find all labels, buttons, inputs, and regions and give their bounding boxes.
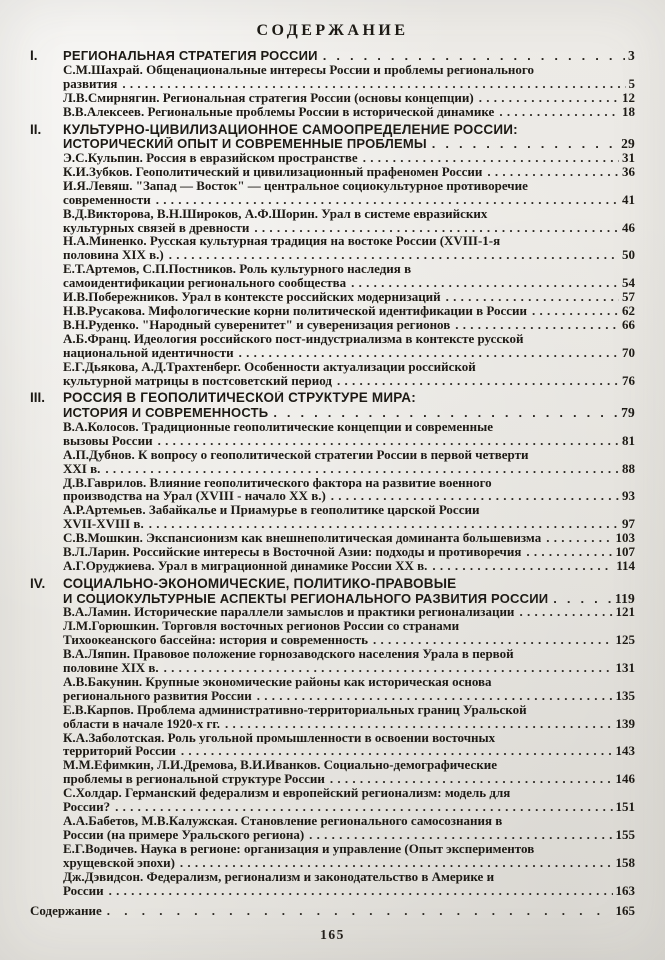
- toc-entry: [63, 545, 635, 559]
- entry-last-line: [63, 545, 635, 559]
- dot-leader: [180, 856, 613, 870]
- dot-leader: [373, 633, 612, 647]
- entry-text: хрущевской эпохи): [63, 854, 175, 870]
- dot-leader: [309, 828, 612, 842]
- dot-leader: [351, 276, 619, 290]
- toc-entry: [63, 332, 635, 360]
- dot-leader: [432, 137, 618, 151]
- entry-text-line: А.П.Дубнов. К вопросу о геополитической стратегии России в первой четверти: [63, 447, 529, 462]
- entry-page-number: 139: [615, 715, 635, 731]
- section-body: [63, 123, 635, 388]
- dot-leader: [122, 77, 625, 91]
- section-page-number: 3: [628, 49, 635, 63]
- entry-text-line: Е.Г.Дьякова, А.Д.Трахтенберг. Особенности актуализации российской: [63, 359, 476, 374]
- dot-leader: [479, 91, 619, 105]
- entry-text: области в начале 1920-х гг.: [63, 715, 221, 731]
- section-body: [63, 577, 635, 898]
- toc-entry: [63, 503, 635, 531]
- dot-leader: [499, 105, 619, 119]
- dot-leader: [519, 605, 612, 619]
- entry-page-number: 88: [622, 460, 635, 476]
- toc-entry: [63, 262, 635, 290]
- entry-text: самоидентификации регионального сообщества: [63, 275, 347, 291]
- entry-text: В.А.Ламин. Исторические параллели замыслов и практики регионализации: [63, 604, 515, 620]
- entry-text: половине XIX в.: [63, 660, 159, 676]
- dot-leader: [273, 406, 618, 420]
- dot-leader: [149, 517, 619, 531]
- entry-last-line: [63, 165, 635, 179]
- entry-page-number: 57: [622, 289, 635, 305]
- section-heading-line: СОЦИАЛЬНО-ЭКОНОМИЧЕСКИЕ, ПОЛИТИКО-ПРАВОВЫЕ: [63, 576, 457, 591]
- entry-page-number: 36: [622, 163, 635, 179]
- dot-leader: [225, 717, 612, 731]
- toc-entry: [63, 703, 635, 731]
- dot-leader: [446, 290, 619, 304]
- entry-last-line: [63, 318, 635, 332]
- entry-last-line: [63, 193, 635, 207]
- entry-page-number: 66: [622, 316, 635, 332]
- entry-text-line: М.М.Ефимкин, Л.И.Дремова, В.И.Иванков. Социально-демографические: [63, 758, 497, 773]
- toc-closing-entry: [30, 904, 635, 918]
- dot-leader: [532, 304, 619, 318]
- section-numeral: III.: [30, 390, 46, 406]
- section-body: [63, 49, 635, 119]
- dot-leader: [105, 462, 619, 476]
- entry-page-number: 31: [622, 150, 635, 166]
- entry-text: Тихоокеанского бассейна: история и современность: [63, 632, 369, 648]
- dot-leader: [363, 151, 619, 165]
- section-numeral: II.: [30, 121, 42, 137]
- entry-page-number: 12: [622, 89, 635, 105]
- section-numeral: I.: [30, 48, 38, 63]
- entry-page-number: 46: [622, 219, 635, 235]
- toc-entry: [63, 179, 635, 207]
- toc: [30, 49, 635, 897]
- entry-last-line: [63, 290, 635, 304]
- dot-leader: [107, 904, 613, 918]
- entry-last-line: [63, 800, 635, 814]
- entry-text-line: А.А.Бабетов, М.В.Калужская. Становление регионального самосознания в: [63, 814, 503, 828]
- entry-page-number: 158: [615, 854, 635, 870]
- page-number-footer: 165: [320, 927, 345, 942]
- toc-entry: [63, 758, 635, 786]
- entry-page-number: 121: [615, 604, 635, 620]
- toc-section: [30, 49, 635, 119]
- entry-page-number: 155: [615, 826, 635, 842]
- entry-text: половина XIX в.): [63, 247, 164, 263]
- section-heading-text: И СОЦИОКУЛЬТУРНЫЕ АСПЕКТЫ РЕГИОНАЛЬНОГО РАЗВИТИЯ РОССИИ: [63, 591, 549, 606]
- section-heading-text: ИСТОРИЧЕСКИЙ ОПЫТ И СОВРЕМЕННЫЕ ПРОБЛЕМЫ: [63, 137, 427, 152]
- entry-text: В.В.Алексеев. Региональные проблемы России в исторической динамике: [63, 103, 495, 119]
- entry-page-number: 54: [622, 275, 635, 291]
- entry-last-line: [63, 661, 635, 675]
- entry-last-line: [63, 605, 635, 619]
- entry-text: России?: [63, 799, 111, 815]
- entry-text-line: Л.М.Горюшкин. Торговля восточных регионов России со странами: [63, 619, 460, 634]
- dot-leader: [330, 772, 613, 786]
- closing-label: Содержание: [30, 903, 102, 919]
- entry-last-line: [63, 689, 635, 703]
- toc-entry: [63, 842, 635, 870]
- entry-page-number: 131: [615, 660, 635, 676]
- toc-entry: [63, 731, 635, 759]
- section-page-number: 119: [614, 591, 635, 606]
- closing-page-number: 165: [615, 903, 635, 919]
- entry-text: России (на примере Уральского региона): [63, 826, 305, 842]
- entry-page-number: 163: [615, 882, 635, 898]
- entry-text-line: К.А.Заболотская. Роль угольной промышленности в освоении восточных: [63, 730, 496, 745]
- entry-text: национальной идентичности: [63, 344, 234, 360]
- entry-page-number: 81: [622, 432, 635, 448]
- section-heading-line: [63, 137, 635, 151]
- dot-leader: [257, 689, 613, 703]
- dot-leader: [239, 346, 619, 360]
- entry-text: К.И.Зубков. Геополитический и цивилизационный прафеномен России: [63, 163, 483, 179]
- dot-leader: [169, 248, 619, 262]
- toc-entry: [63, 647, 635, 675]
- entry-page-number: 50: [622, 247, 635, 263]
- dot-leader: [158, 434, 619, 448]
- entry-last-line: [63, 304, 635, 318]
- entry-text-line: Н.А.Миненко. Русская культурная традиция на востоке России (XVIII-1-я: [63, 234, 501, 249]
- entry-page-number: 146: [615, 771, 635, 787]
- toc-section: [30, 391, 635, 572]
- dot-leader: [526, 545, 612, 559]
- entry-last-line: [63, 248, 635, 262]
- dot-leader: [553, 592, 612, 606]
- entry-text-line: В.А.Колосов. Традиционные геополитические концепции и современные: [63, 419, 494, 434]
- entry-last-line: [63, 744, 635, 758]
- entry-text: И.В.Побережников. Урал в контексте российских модернизаций: [63, 289, 441, 305]
- toc-entry: [63, 63, 635, 91]
- entry-page-number: 93: [622, 488, 635, 504]
- dot-leader: [432, 559, 613, 573]
- entry-page-number: 41: [622, 191, 635, 207]
- entry-last-line: [63, 772, 635, 786]
- entry-text: современности: [63, 191, 151, 207]
- entry-page-number: 5: [628, 75, 635, 91]
- entry-text: В.Н.Руденко. "Народный суверенитет" и суверенизация регионов: [63, 316, 451, 332]
- entry-text: Э.С.Кульпин. Россия в евразийском пространстве: [63, 150, 358, 166]
- toc-entry: [63, 165, 635, 179]
- dot-leader: [164, 661, 613, 675]
- entry-text: территорий России: [63, 743, 176, 759]
- entry-last-line: [63, 276, 635, 290]
- toc-entry: [63, 531, 635, 545]
- entry-last-line: [63, 559, 635, 573]
- toc-entry: [63, 91, 635, 105]
- entry-text-line: Е.В.Карпов. Проблема административно-территориальных границ Уральской: [63, 702, 527, 717]
- entry-text-line: И.Я.Левяш. "Запад — Восток" — центральное социокультурное противоречие: [63, 178, 528, 193]
- section-heading-line: [63, 49, 635, 63]
- toc-entry: [63, 420, 635, 448]
- toc-entry: [63, 105, 635, 119]
- toc-entry: [63, 448, 635, 476]
- entry-last-line: [63, 884, 635, 898]
- entry-text-line: А.Р.Артемьев. Забайкалье и Приамурье в геополитике царской России: [63, 503, 480, 518]
- entry-text-line: В.А.Ляпин. Правовое положение горнозаводского населения Урала в первой: [63, 647, 514, 662]
- entry-last-line: [63, 91, 635, 105]
- section-heading-line: [63, 592, 635, 606]
- entry-text-line: С.Холдар. Германский федерализм и европейский регионализм: модель для: [63, 786, 511, 801]
- dot-leader: [109, 884, 613, 898]
- entry-text: XXI в.: [63, 460, 101, 476]
- entry-text: вызовы России: [63, 432, 153, 448]
- toc-entry: [63, 290, 635, 304]
- toc-entry: [63, 234, 635, 262]
- dot-leader: [181, 744, 613, 758]
- section-heading-line: РОССИЯ В ГЕОПОЛИТИЧЕСКОЙ СТРУКТУРЕ МИРА:: [63, 391, 416, 406]
- entry-page-number: 103: [615, 530, 635, 546]
- section-page-number: 79: [621, 406, 635, 420]
- entry-text: регионального развития России: [63, 687, 252, 703]
- entry-text: проблемы в региональной структуре России: [63, 771, 325, 787]
- toc-entry: [63, 870, 635, 898]
- entry-last-line: [63, 105, 635, 119]
- dot-leader: [331, 489, 619, 503]
- section-heading-line: КУЛЬТУРНО-ЦИВИЛИЗАЦИОННОЕ САМООПРЕДЕЛЕНИЕ РОССИИ:: [63, 122, 518, 137]
- entry-last-line: [63, 151, 635, 165]
- entry-text: А.Г.Оруджиева. Урал в миграционной динамике России XX в.: [63, 558, 428, 573]
- section-numeral: IV.: [30, 575, 46, 591]
- entry-text: культурной матрицы в постсоветский период: [63, 372, 332, 388]
- section-heading-text: РЕГИОНАЛЬНАЯ СТРАТЕГИЯ РОССИИ: [63, 49, 318, 63]
- entry-text: XVII-XVIII в.: [63, 516, 144, 532]
- entry-text: В.Л.Ларин. Российские интересы в Восточной Азии: подходы и противоречия: [63, 544, 522, 560]
- dot-leader: [254, 221, 619, 235]
- entry-last-line: [63, 346, 635, 360]
- entry-last-line: [63, 531, 635, 545]
- entry-page-number: 151: [615, 799, 635, 815]
- toc-entry: [63, 675, 635, 703]
- entry-last-line: [63, 374, 635, 388]
- toc-entry: [63, 619, 635, 647]
- dot-leader: [156, 193, 619, 207]
- toc-entry: [63, 318, 635, 332]
- entry-page-number: 76: [622, 372, 635, 388]
- entry-page-number: 107: [615, 544, 635, 560]
- toc-entry: [63, 605, 635, 619]
- page-title: СОДЕРЖАНИЕ: [256, 22, 409, 39]
- entry-text: культурных связей в древности: [63, 219, 250, 235]
- entry-last-line: [63, 633, 635, 647]
- entry-last-line: [63, 828, 635, 842]
- toc-entry: [63, 814, 635, 842]
- entry-page-number: 70: [622, 344, 635, 360]
- toc-entry: [63, 559, 635, 573]
- entry-last-line: [63, 221, 635, 235]
- entry-text: производства на Урал (XVIII - начало XX в.): [63, 488, 326, 504]
- entry-page-number: 114: [616, 558, 635, 573]
- toc-entry: [63, 207, 635, 235]
- section-heading-line: [63, 406, 635, 420]
- entry-last-line: [63, 434, 635, 448]
- entry-text: Н.В.Русакова. Мифологические корни политической идентификации в России: [63, 303, 528, 318]
- entry-text-line: А.Б.Франц. Идеология российского пост-индустриализма в контексте русской: [63, 331, 524, 346]
- dot-leader: [115, 800, 612, 814]
- entry-last-line: [63, 717, 635, 731]
- entry-text: С.В.Мошкин. Экспансионизм как внешнеполитическая доминанта большевизма: [63, 530, 542, 546]
- entry-page-number: 125: [615, 632, 635, 648]
- dot-leader: [323, 49, 625, 63]
- entry-text: Л.В.Смирнягин. Региональная стратегия России (основы концепции): [63, 89, 474, 105]
- toc-entry: [63, 151, 635, 165]
- dot-leader: [455, 318, 619, 332]
- entry-page-number: 143: [615, 743, 635, 759]
- section-body: [63, 391, 635, 572]
- entry-text-line: С.М.Шахрай. Общенациональные интересы России и проблемы регионального: [63, 62, 534, 77]
- entry-page-number: 135: [615, 687, 635, 703]
- entry-last-line: [63, 462, 635, 476]
- toc-entry: [63, 786, 635, 814]
- entry-text-line: Е.Т.Артемов, С.П.Постников. Роль культурного наследия в: [63, 262, 412, 277]
- entry-text-line: Е.Г.Водичев. Наука в регионе: организация и управление (Опыт экспериментов: [63, 841, 535, 856]
- entry-last-line: [63, 489, 635, 503]
- entry-text-line: А.В.Бакунин. Крупные экономические районы как историческая основа: [63, 674, 492, 689]
- toc-entry: [63, 304, 635, 318]
- entry-page-number: 18: [622, 103, 635, 119]
- dot-leader: [487, 165, 619, 179]
- entry-text: России: [63, 882, 104, 898]
- dot-leader: [546, 531, 612, 545]
- entry-text-line: Дж.Дэвидсон. Федерализм, регионализм и законодательство в Америке и: [63, 869, 495, 884]
- toc-entry: [63, 360, 635, 388]
- entry-text-line: Д.В.Гаврилов. Влияние геополитического фактора на развитие военного: [63, 475, 492, 490]
- entry-text-line: В.Д.Викторова, В.Н.Широков, А.Ф.Шорин. Урал в системе евразийских: [63, 206, 488, 221]
- entry-page-number: 62: [622, 303, 635, 318]
- dot-leader: [337, 374, 619, 388]
- section-heading-text: ИСТОРИЯ И СОВРЕМЕННОСТЬ: [63, 406, 269, 420]
- entry-page-number: 97: [622, 516, 635, 532]
- section-page-number: 29: [621, 137, 635, 152]
- entry-last-line: [63, 517, 635, 531]
- toc-section: [30, 577, 635, 898]
- entry-text: развития: [63, 75, 118, 91]
- entry-last-line: [63, 77, 635, 91]
- entry-last-line: [63, 856, 635, 870]
- toc-section: [30, 123, 635, 388]
- toc-entry: [63, 476, 635, 504]
